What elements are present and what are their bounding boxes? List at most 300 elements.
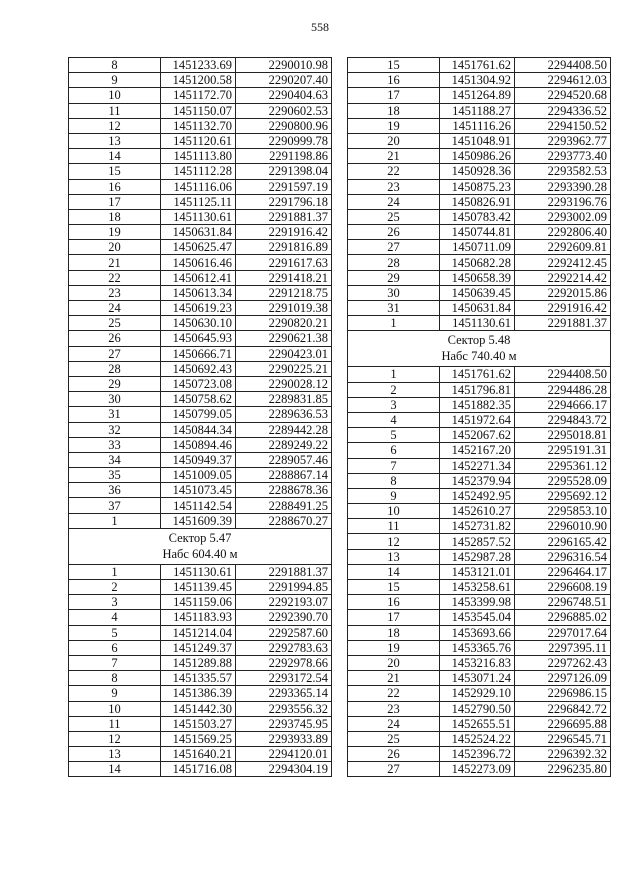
- table-row: [348, 580, 611, 595]
- point-number-cell: 26: [348, 225, 440, 240]
- table-row: [348, 473, 611, 488]
- x-coordinate-cell: 1450783.42: [440, 209, 515, 224]
- table-row: [348, 458, 611, 473]
- table-row: [348, 655, 611, 670]
- y-coordinate-cell: 2293002.09: [515, 209, 611, 224]
- point-number-cell: 11: [69, 716, 161, 731]
- y-coordinate-cell: 2294408.50: [515, 58, 611, 73]
- left-coordinate-table: [68, 57, 332, 777]
- x-coordinate-cell: 1451249.37: [161, 640, 236, 655]
- y-coordinate-cell: 2293773.40: [515, 149, 611, 164]
- table-row: [348, 428, 611, 443]
- point-number-cell: 19: [348, 118, 440, 133]
- point-number-cell: 29: [69, 376, 161, 391]
- y-coordinate-cell: 2291796.18: [236, 194, 332, 209]
- y-coordinate-cell: 2293582.53: [515, 164, 611, 179]
- table-row: [69, 392, 332, 407]
- x-coordinate-cell: 1451116.26: [440, 118, 515, 133]
- y-coordinate-cell: 2296464.17: [515, 564, 611, 579]
- table-row: [69, 407, 332, 422]
- table-row: [69, 686, 332, 701]
- x-coordinate-cell: 1451233.69: [161, 58, 236, 73]
- x-coordinate-cell: 1451113.80: [161, 149, 236, 164]
- table-row: [348, 443, 611, 458]
- x-coordinate-cell: 1451289.88: [161, 655, 236, 670]
- sector-header-row: [348, 331, 611, 367]
- table-row: [348, 397, 611, 412]
- point-number-cell: 19: [69, 225, 161, 240]
- right-coordinate-table: [347, 57, 611, 777]
- x-coordinate-cell: 1451569.25: [161, 731, 236, 746]
- point-number-cell: 1: [69, 564, 161, 579]
- table-row: [348, 225, 611, 240]
- point-number-cell: 7: [348, 458, 440, 473]
- y-coordinate-cell: 2295361.12: [515, 458, 611, 473]
- table-row: [348, 625, 611, 640]
- point-number-cell: 12: [69, 118, 161, 133]
- point-number-cell: 3: [348, 397, 440, 412]
- point-number-cell: 22: [348, 686, 440, 701]
- y-coordinate-cell: 2296986.15: [515, 686, 611, 701]
- point-number-cell: 1: [348, 316, 440, 331]
- y-coordinate-cell: 2291218.75: [236, 285, 332, 300]
- table-row: [348, 255, 611, 270]
- point-number-cell: 24: [69, 301, 161, 316]
- y-coordinate-cell: 2294336.52: [515, 103, 611, 118]
- y-coordinate-cell: 2296695.88: [515, 716, 611, 731]
- point-number-cell: 16: [348, 73, 440, 88]
- sector-title: Сектор 5.48: [447, 333, 511, 348]
- point-number-cell: 20: [69, 240, 161, 255]
- y-coordinate-cell: 2294120.01: [236, 747, 332, 762]
- point-number-cell: 13: [69, 133, 161, 148]
- x-coordinate-cell: 1451761.62: [440, 58, 515, 73]
- point-number-cell: 5: [348, 428, 440, 443]
- right-coordinate-table-column: [347, 57, 610, 777]
- x-coordinate-cell: 1450986.26: [440, 149, 515, 164]
- y-coordinate-cell: 2293745.95: [236, 716, 332, 731]
- y-coordinate-cell: 2290602.53: [236, 103, 332, 118]
- point-number-cell: 10: [69, 88, 161, 103]
- y-coordinate-cell: 2290028.12: [236, 376, 332, 391]
- y-coordinate-cell: 2292214.42: [515, 270, 611, 285]
- table-row: [69, 655, 332, 670]
- point-number-cell: 36: [69, 483, 161, 498]
- x-coordinate-cell: 1450625.47: [161, 240, 236, 255]
- x-coordinate-cell: 1451796.81: [440, 382, 515, 397]
- point-number-cell: 13: [348, 549, 440, 564]
- y-coordinate-cell: 2297126.09: [515, 671, 611, 686]
- x-coordinate-cell: 1450844.34: [161, 422, 236, 437]
- y-coordinate-cell: 2291916.42: [515, 301, 611, 316]
- y-coordinate-cell: 2294612.03: [515, 73, 611, 88]
- x-coordinate-cell: 1451125.11: [161, 194, 236, 209]
- x-coordinate-cell: 1450631.84: [440, 301, 515, 316]
- y-coordinate-cell: 2290999.78: [236, 133, 332, 148]
- y-coordinate-cell: 2296392.32: [515, 747, 611, 762]
- table-row: [348, 118, 611, 133]
- point-number-cell: 1: [348, 367, 440, 382]
- table-row: [69, 103, 332, 118]
- x-coordinate-cell: 1451130.61: [161, 564, 236, 579]
- table-row: [348, 504, 611, 519]
- x-coordinate-cell: 1452492.95: [440, 488, 515, 503]
- point-number-cell: 32: [69, 422, 161, 437]
- y-coordinate-cell: 2296165.42: [515, 534, 611, 549]
- point-number-cell: 9: [69, 73, 161, 88]
- y-coordinate-cell: 2295853.10: [515, 504, 611, 519]
- table-row: [69, 149, 332, 164]
- point-number-cell: 17: [348, 610, 440, 625]
- point-number-cell: 18: [69, 209, 161, 224]
- y-coordinate-cell: 2294150.52: [515, 118, 611, 133]
- y-coordinate-cell: 2290010.98: [236, 58, 332, 73]
- y-coordinate-cell: 2295018.81: [515, 428, 611, 443]
- table-row: [348, 686, 611, 701]
- y-coordinate-cell: 2291916.42: [236, 225, 332, 240]
- point-number-cell: 16: [69, 179, 161, 194]
- x-coordinate-cell: 1452273.09: [440, 762, 515, 777]
- x-coordinate-cell: 1452271.34: [440, 458, 515, 473]
- sector-header: [348, 331, 611, 367]
- y-coordinate-cell: 2291816.89: [236, 240, 332, 255]
- point-number-cell: 29: [348, 270, 440, 285]
- x-coordinate-cell: 1453071.24: [440, 671, 515, 686]
- y-coordinate-cell: 2292806.40: [515, 225, 611, 240]
- point-number-cell: 9: [348, 488, 440, 503]
- point-number-cell: 26: [69, 331, 161, 346]
- table-row: [348, 534, 611, 549]
- table-row: [348, 549, 611, 564]
- point-number-cell: 24: [348, 194, 440, 209]
- table-row: [69, 498, 332, 513]
- table-row: [348, 73, 611, 88]
- table-row: [69, 164, 332, 179]
- y-coordinate-cell: 2291881.37: [236, 209, 332, 224]
- point-number-cell: 8: [69, 58, 161, 73]
- table-row: [69, 376, 332, 391]
- y-coordinate-cell: 2296842.72: [515, 701, 611, 716]
- x-coordinate-cell: 1451130.61: [161, 209, 236, 224]
- y-coordinate-cell: 2293933.89: [236, 731, 332, 746]
- sector-header: [69, 528, 332, 564]
- x-coordinate-cell: 1451139.45: [161, 580, 236, 595]
- y-coordinate-cell: 2291418.21: [236, 270, 332, 285]
- y-coordinate-cell: 2289636.53: [236, 407, 332, 422]
- point-number-cell: 11: [348, 519, 440, 534]
- y-coordinate-cell: 2294666.17: [515, 397, 611, 412]
- x-coordinate-cell: 1450658.39: [440, 270, 515, 285]
- point-number-cell: 4: [348, 412, 440, 427]
- table-row: [348, 716, 611, 731]
- x-coordinate-cell: 1452929.10: [440, 686, 515, 701]
- y-coordinate-cell: 2294408.50: [515, 367, 611, 382]
- y-coordinate-cell: 2292587.60: [236, 625, 332, 640]
- point-number-cell: 27: [348, 240, 440, 255]
- point-number-cell: 13: [69, 747, 161, 762]
- point-number-cell: 31: [348, 301, 440, 316]
- y-coordinate-cell: 2290423.01: [236, 346, 332, 361]
- point-number-cell: 10: [69, 701, 161, 716]
- table-row: [69, 285, 332, 300]
- x-coordinate-cell: 1451116.06: [161, 179, 236, 194]
- x-coordinate-cell: 1450928.36: [440, 164, 515, 179]
- x-coordinate-cell: 1451761.62: [440, 367, 515, 382]
- point-number-cell: 18: [348, 625, 440, 640]
- point-number-cell: 10: [348, 504, 440, 519]
- point-number-cell: 30: [69, 392, 161, 407]
- y-coordinate-cell: 2290404.63: [236, 88, 332, 103]
- x-coordinate-cell: 1451150.07: [161, 103, 236, 118]
- x-coordinate-cell: 1451073.45: [161, 483, 236, 498]
- y-coordinate-cell: 2290207.40: [236, 73, 332, 88]
- y-coordinate-cell: 2292783.63: [236, 640, 332, 655]
- x-coordinate-cell: 1450630.10: [161, 316, 236, 331]
- x-coordinate-cell: 1451200.58: [161, 73, 236, 88]
- x-coordinate-cell: 1450631.84: [161, 225, 236, 240]
- point-number-cell: 22: [348, 164, 440, 179]
- y-coordinate-cell: 2296608.19: [515, 580, 611, 595]
- x-coordinate-cell: 1453216.83: [440, 655, 515, 670]
- x-coordinate-cell: 1450613.34: [161, 285, 236, 300]
- point-number-cell: 25: [69, 316, 161, 331]
- point-number-cell: 8: [348, 473, 440, 488]
- point-number-cell: 34: [69, 452, 161, 467]
- point-number-cell: 37: [69, 498, 161, 513]
- table-row: [348, 412, 611, 427]
- table-row: [69, 225, 332, 240]
- x-coordinate-cell: 1450682.28: [440, 255, 515, 270]
- table-row: [348, 762, 611, 777]
- y-coordinate-cell: 2296545.71: [515, 731, 611, 746]
- x-coordinate-cell: 1451112.28: [161, 164, 236, 179]
- table-row: [69, 331, 332, 346]
- x-coordinate-cell: 1450616.46: [161, 255, 236, 270]
- x-coordinate-cell: 1451882.35: [440, 397, 515, 412]
- table-row: [348, 671, 611, 686]
- x-coordinate-cell: 1452731.82: [440, 519, 515, 534]
- table-row: [348, 285, 611, 300]
- x-coordinate-cell: 1450692.43: [161, 361, 236, 376]
- table-row: [348, 316, 611, 331]
- table-row: [348, 640, 611, 655]
- x-coordinate-cell: 1452987.28: [440, 549, 515, 564]
- y-coordinate-cell: 2293172.54: [236, 671, 332, 686]
- y-coordinate-cell: 2292609.81: [515, 240, 611, 255]
- x-coordinate-cell: 1451120.61: [161, 133, 236, 148]
- y-coordinate-cell: 2290820.21: [236, 316, 332, 331]
- point-number-cell: 23: [348, 701, 440, 716]
- table-row: [69, 483, 332, 498]
- x-coordinate-cell: 1451442.30: [161, 701, 236, 716]
- point-number-cell: 5: [69, 625, 161, 640]
- y-coordinate-cell: 2296010.90: [515, 519, 611, 534]
- y-coordinate-cell: 2292412.45: [515, 255, 611, 270]
- table-row: [69, 731, 332, 746]
- table-row: [69, 580, 332, 595]
- table-row: [69, 194, 332, 209]
- x-coordinate-cell: 1453365.76: [440, 640, 515, 655]
- point-number-cell: 17: [348, 88, 440, 103]
- y-coordinate-cell: 2290621.38: [236, 331, 332, 346]
- point-number-cell: 27: [348, 762, 440, 777]
- table-row: [348, 747, 611, 762]
- table-row: [348, 595, 611, 610]
- x-coordinate-cell: 1451609.39: [161, 513, 236, 528]
- x-coordinate-cell: 1452167.20: [440, 443, 515, 458]
- x-coordinate-cell: 1451183.93: [161, 610, 236, 625]
- table-row: [69, 625, 332, 640]
- x-coordinate-cell: 1451264.89: [440, 88, 515, 103]
- table-row: [69, 437, 332, 452]
- table-row: [69, 209, 332, 224]
- y-coordinate-cell: 2294304.19: [236, 762, 332, 777]
- table-row: [69, 73, 332, 88]
- y-coordinate-cell: 2293390.28: [515, 179, 611, 194]
- x-coordinate-cell: 1453258.61: [440, 580, 515, 595]
- point-number-cell: 21: [348, 149, 440, 164]
- x-coordinate-cell: 1450711.09: [440, 240, 515, 255]
- x-coordinate-cell: 1452524.22: [440, 731, 515, 746]
- y-coordinate-cell: 2293962.77: [515, 133, 611, 148]
- y-coordinate-cell: 2296235.80: [515, 762, 611, 777]
- x-coordinate-cell: 1451048.91: [440, 133, 515, 148]
- x-coordinate-cell: 1452790.50: [440, 701, 515, 716]
- table-row: [348, 488, 611, 503]
- table-row: [69, 255, 332, 270]
- x-coordinate-cell: 1451972.64: [440, 412, 515, 427]
- table-row: [348, 519, 611, 534]
- x-coordinate-cell: 1451386.39: [161, 686, 236, 701]
- y-coordinate-cell: 2291994.85: [236, 580, 332, 595]
- y-coordinate-cell: 2292978.66: [236, 655, 332, 670]
- table-row: [69, 118, 332, 133]
- point-number-cell: 6: [348, 443, 440, 458]
- x-coordinate-cell: 1452067.62: [440, 428, 515, 443]
- table-row: [69, 640, 332, 655]
- y-coordinate-cell: 2294486.28: [515, 382, 611, 397]
- point-number-cell: 3: [69, 595, 161, 610]
- y-coordinate-cell: 2292193.07: [236, 595, 332, 610]
- y-coordinate-cell: 2295191.31: [515, 443, 611, 458]
- table-row: [348, 701, 611, 716]
- point-number-cell: 12: [69, 731, 161, 746]
- y-coordinate-cell: 2295692.12: [515, 488, 611, 503]
- x-coordinate-cell: 1450723.08: [161, 376, 236, 391]
- point-number-cell: 15: [348, 58, 440, 73]
- x-coordinate-cell: 1451214.04: [161, 625, 236, 640]
- y-coordinate-cell: 2289249.22: [236, 437, 332, 452]
- point-number-cell: 31: [69, 407, 161, 422]
- x-coordinate-cell: 1450619.23: [161, 301, 236, 316]
- sector-header-row: [69, 528, 332, 564]
- x-coordinate-cell: 1450666.71: [161, 346, 236, 361]
- point-number-cell: 9: [69, 686, 161, 701]
- table-row: [69, 361, 332, 376]
- table-row: [348, 240, 611, 255]
- x-coordinate-cell: 1450894.46: [161, 437, 236, 452]
- y-coordinate-cell: 2291198.86: [236, 149, 332, 164]
- point-number-cell: 4: [69, 610, 161, 625]
- table-row: [348, 731, 611, 746]
- point-number-cell: 2: [348, 382, 440, 397]
- point-number-cell: 21: [348, 671, 440, 686]
- y-coordinate-cell: 2293556.32: [236, 701, 332, 716]
- table-row: [348, 270, 611, 285]
- point-number-cell: 14: [348, 564, 440, 579]
- y-coordinate-cell: 2294520.68: [515, 88, 611, 103]
- x-coordinate-cell: 1451640.21: [161, 747, 236, 762]
- x-coordinate-cell: 1452379.94: [440, 473, 515, 488]
- table-row: [348, 88, 611, 103]
- table-row: [69, 133, 332, 148]
- point-number-cell: 25: [348, 731, 440, 746]
- y-coordinate-cell: 2295528.09: [515, 473, 611, 488]
- point-number-cell: 1: [69, 513, 161, 528]
- table-row: [348, 164, 611, 179]
- table-row: [69, 513, 332, 528]
- table-row: [69, 179, 332, 194]
- table-row: [348, 194, 611, 209]
- table-row: [69, 316, 332, 331]
- table-row: [69, 610, 332, 625]
- table-row: [69, 422, 332, 437]
- point-number-cell: 20: [348, 655, 440, 670]
- y-coordinate-cell: 2293365.14: [236, 686, 332, 701]
- x-coordinate-cell: 1450799.05: [161, 407, 236, 422]
- left-coordinate-table-column: [68, 57, 331, 777]
- table-row: [69, 716, 332, 731]
- x-coordinate-cell: 1450826.91: [440, 194, 515, 209]
- table-row: [348, 179, 611, 194]
- table-row: [69, 58, 332, 73]
- sector-area: Набс 604.40 м: [162, 546, 238, 561]
- table-row: [69, 762, 332, 777]
- x-coordinate-cell: 1450639.45: [440, 285, 515, 300]
- x-coordinate-cell: 1453545.04: [440, 610, 515, 625]
- point-number-cell: 17: [69, 194, 161, 209]
- y-coordinate-cell: 2294843.72: [515, 412, 611, 427]
- point-number-cell: 28: [348, 255, 440, 270]
- point-number-cell: 24: [348, 716, 440, 731]
- x-coordinate-cell: 1450744.81: [440, 225, 515, 240]
- point-number-cell: 14: [69, 762, 161, 777]
- point-number-cell: 2: [69, 580, 161, 595]
- point-number-cell: 35: [69, 468, 161, 483]
- point-number-cell: 25: [348, 209, 440, 224]
- point-number-cell: 20: [348, 133, 440, 148]
- y-coordinate-cell: 2288867.14: [236, 468, 332, 483]
- x-coordinate-cell: 1450645.93: [161, 331, 236, 346]
- y-coordinate-cell: 2292390.70: [236, 610, 332, 625]
- table-row: [69, 701, 332, 716]
- point-number-cell: 8: [69, 671, 161, 686]
- x-coordinate-cell: 1453121.01: [440, 564, 515, 579]
- y-coordinate-cell: 2291617.63: [236, 255, 332, 270]
- y-coordinate-cell: 2297395.11: [515, 640, 611, 655]
- y-coordinate-cell: 2296316.54: [515, 549, 611, 564]
- table-row: [69, 270, 332, 285]
- y-coordinate-cell: 2289831.85: [236, 392, 332, 407]
- point-number-cell: 28: [69, 361, 161, 376]
- x-coordinate-cell: 1451159.06: [161, 595, 236, 610]
- point-number-cell: 15: [69, 164, 161, 179]
- point-number-cell: 33: [69, 437, 161, 452]
- y-coordinate-cell: 2290225.21: [236, 361, 332, 376]
- table-row: [348, 133, 611, 148]
- table-row: [69, 468, 332, 483]
- x-coordinate-cell: 1450875.23: [440, 179, 515, 194]
